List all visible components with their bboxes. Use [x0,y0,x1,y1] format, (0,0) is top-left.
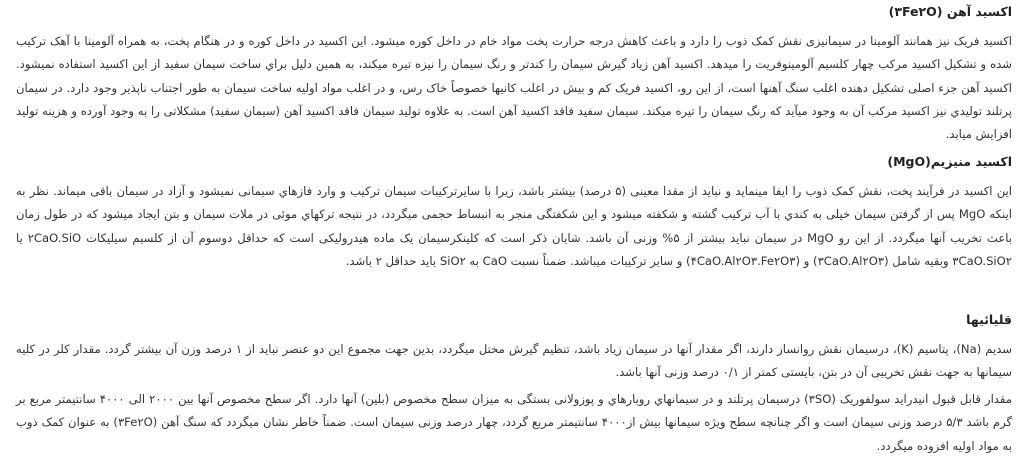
paragraph-magnesium-oxide: این اکسید در فرآیند پخت، نقش کمک ذوب را ایفا مینماید و نباید از مقدا معینی (۵ درصد) بیشتر باشد، زیرا با سایرترکیبات سیمان ترکیب و وارد فازهاي سیمانی نمیشود و آزاد در سیمان باقی میماند. نظر به اینکه MgO پس از گرفتن سیمان خیلی به کندي با آب ترکیب گشته و شکفته میشود و این شکفتگی منجر به انبساط حجمی میگردد، در نتیجه ترکهاي موئی در ملات سیمان و بتن ایجاد میشود که در طول زمان باعث تخریب آنها میگردد. از این رو MgO در سیمان نباید بیشتر از ۵% وزنی آن باشد. شایان ذکر است که کلینکرسیمان یک ماده هیدرولیکی است که حداقل دوسوم آن از کلسیم سیلیکات ۲CaO.SiO یا ۳CaO.SiO۲ وبقیه شامل (۳CaO.Al۲O۳) و (۴CaO.Al۲O۳.Fe۲O۳) و سایر ترکیبات میباشد. ضمناً نسبت CaO به SiO۲ باید حداقل ۲ باشد. [16,184,1012,268]
paragraph-iron-oxide: اکسید فریک نیز همانند آلومینا در سیمانیزی نقش کمک ذوب را دارد و باعث کاهش درجه حرارت پخت مواد خام در داخل کوره میشود. این اکسید در داخل کوره و در هنگام پخت، به همراه آلومینا با آهک ترکیب شده و تشکیل اکسید مرکب چهار کلسیم آلومینوفریت را میدهد. اکسید آهن زیاد گیرش سیمان را کندتر و رنگ سیمان را نیزه تیره میکند، به همین دلیل براي ساخت سیمان سفید از این اکسید استفاده نمیشود. اکسید آهن جزء اصلی تشکیل دهنده اغلب سنگ آهنها است، از این رو، اکسید فریک کم و بیش در اغلب کانیها خصوصاً خاک رس، و در اغلب مواد اولیه ساخت سیمان به طور اجتناب ناپذیر وجود دارد. در سیمان پرتلند تولیدي نیز اکسید مرکب آن به وجود میآید که رنگ سیمان را تیره میکند. سیمان سفید فاقد اکسید آهن است. به علاوه تولید سیمان فاقد اکسید آهن (سیمان سفید) مشکلاتی را به وجود آورده و هزینه تولید افزایش میابد. [16,34,1012,142]
paragraph-alkalis-1: سدیم (Na)، پتاسیم (K)، درسیمان نقش روانساز دارند، اگر مقدار آنها در سیمان زیاد باشد، تنظیم گیرش مختل میگردد، بدین جهت مجموع این دو عنصر نباید از ۱ درصد وزن آن بیشتر گردد. مقدار کلر در کلیه سیمانها به جهت نقش تخریبی آن در بتن، بایستی کمتر از ۰/۱ درصد وزنی آنها باشد. [16,342,1012,380]
section-heading-magnesium-oxide: اکسید منیزیم(MgO) [887,154,1012,169]
section-heading-iron-oxide: اکسید آهن (۳Fe۲O) [888,4,1012,19]
paragraph-alkalis-2: مقدار قابل قبول انیدراید سولفوریک (۳SO) درسیمان پرتلند و در سیمانهاي روبارهاي و پوزولانی بستگی به میزان سطح مخصوص (بلین) آنها دارد. اگر سطح مخصوص آنها بین ۲۰۰۰ الی ۴۰۰۰ سانتیمتر مربع بر گرم باشد ۵/۳ درصد وزنی سیمان است و اگر چنانچه سطح ویژه سیمانها بیش از۴۰۰۰ سانتیمتر مربع گردد، چهار درصد وزنی سیمان است. ضمناً خاطر نشان میگردد که سنگ آهن (۳Fe۲O) به عنوان کمک ذوب به مواد اولیه افزوده میگردد. [16,392,1012,453]
section-heading-alkalis: قلیائیها [966,312,1012,327]
